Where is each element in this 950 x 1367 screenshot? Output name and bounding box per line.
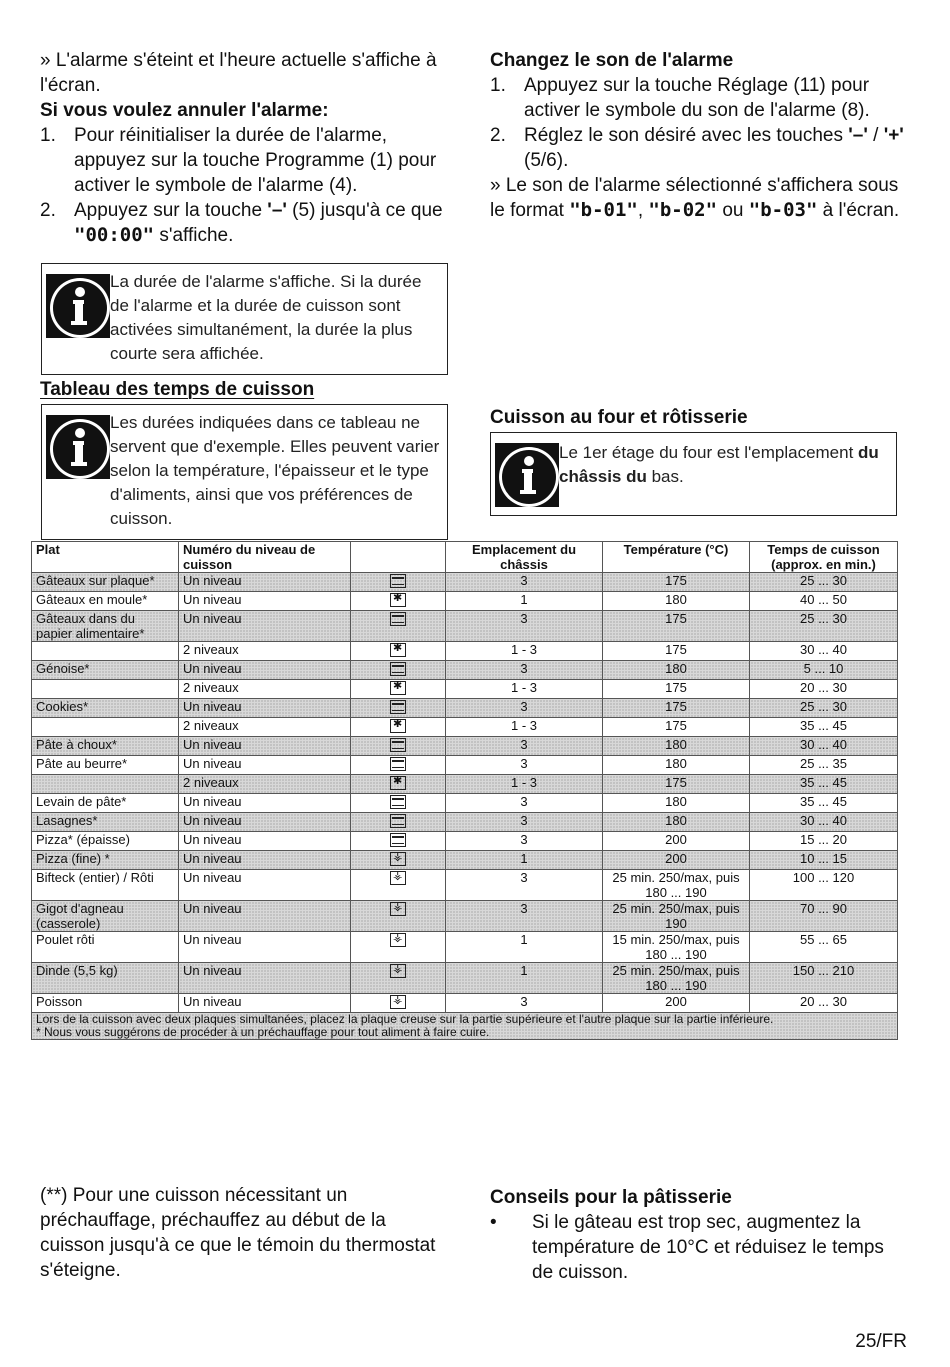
dish-cell [32,680,179,699]
table-row [32,932,898,963]
dish-cell: Gigot d'agneau (casserole) [32,901,179,932]
mode-cell [351,832,446,851]
step-text: Appuyez sur la touche [74,200,268,221]
time-cell: 10 ... 15 [750,851,898,870]
mode-cell [351,737,446,756]
position-cell: 3 [446,611,603,642]
temperature-cell: 175 [603,775,750,794]
table-row [32,661,898,680]
temperature-cell: 180 [603,661,750,680]
table-row [32,832,898,851]
table-row [32,756,898,775]
position-cell: 1 [446,592,603,611]
dish-cell: Levain de pâte* [32,794,179,813]
col-header-temperature: Température (°C) [603,542,750,573]
level-cell: 2 niveaux [179,680,351,699]
mode-cell [351,756,446,775]
table-row [32,901,898,932]
dish-cell: Cookies* [32,699,179,718]
step-text: Réglez le son désiré avec les touches [524,125,849,146]
level-cell: Un niveau [179,932,351,963]
temperature-cell: 200 [603,832,750,851]
fan-heating-icon [390,776,406,790]
cancel-steps-list [40,123,452,248]
position-cell: 3 [446,813,603,832]
level-cell: Un niveau [179,813,351,832]
table-row [32,737,898,756]
dish-cell: Gâteaux en moule* [32,592,179,611]
table-row [32,611,898,642]
level-cell: Un niveau [179,756,351,775]
level-cell: Un niveau [179,592,351,611]
table-row [32,592,898,611]
info-text [559,441,889,489]
info-box-shelf-note [490,432,897,516]
oven-heading: Cuisson au four et rôtisserie [490,407,748,428]
text-run: bas. [646,467,684,486]
grill-icon [390,995,406,1009]
col-header-level: Numéro du niveau de cuisson [179,542,351,573]
position-cell: 1 [446,851,603,870]
temperature-cell: 180 [603,756,750,775]
top-bottom-heating-icon [390,574,406,588]
time-cell: 35 ... 45 [750,775,898,794]
sound-step-1 [490,73,908,123]
fan-heating-icon [390,593,406,607]
table-header-row [32,542,898,573]
position-cell: 3 [446,661,603,680]
info-icon [495,443,559,507]
table-footnotes [32,1013,898,1040]
position-cell: 1 - 3 [446,718,603,737]
table-body [32,573,898,1013]
step-number: 1. [40,125,56,146]
cancel-step-2 [40,198,452,248]
table-row [32,870,898,901]
top-bottom-heating-icon [390,700,406,714]
time-cell: 100 ... 120 [750,870,898,901]
step-text: (5/6). [524,150,569,171]
col-header-position: Emplacement du châssis [446,542,603,573]
alarm-sound-heading: Changez le son de l'alarme [490,50,734,71]
dish-cell: Génoise* [32,661,179,680]
sound-step-2 [490,123,908,173]
fan-heating-icon [390,643,406,657]
level-cell: Un niveau [179,794,351,813]
position-cell: 1 - 3 [446,642,603,661]
time-cell: 20 ... 30 [750,680,898,699]
text-run: » Le son de l'alarme sélectionné s'affichera sous le format [490,175,899,221]
top-bottom-heating-icon [390,662,406,676]
cancel-alarm-heading: Si vous voulez annuler l'alarme: [40,100,329,121]
position-cell: 3 [446,794,603,813]
step-text: (5) jusqu'à ce que [286,200,443,221]
level-cell: Un niveau [179,661,351,680]
table-row [32,680,898,699]
dish-cell: Pâte à choux* [32,737,179,756]
temperature-cell: 175 [603,642,750,661]
level-cell: Un niveau [179,573,351,592]
mode-cell [351,994,446,1013]
table-row [32,813,898,832]
key-label: '–' [848,125,868,146]
time-cell: 25 ... 30 [750,573,898,592]
dish-cell: Poulet rôti [32,932,179,963]
time-cell: 25 ... 30 [750,611,898,642]
table-row [32,794,898,813]
page-number: 25/FR [855,1331,907,1352]
temperature-cell: 180 [603,737,750,756]
temperature-cell: 25 min. 250/max, puis 180 ... 190 [603,870,750,901]
pastry-tip-item [490,1210,904,1285]
mode-cell [351,932,446,963]
time-cell: 55 ... 65 [750,932,898,963]
level-cell: Un niveau [179,737,351,756]
step-text: Appuyez sur la touche Réglage (11) pour activer le symbole du son de l'alarme (8). [524,75,870,121]
step-text: Pour réinitialiser la durée de l'alarme, appuyez sur la touche Programme (1) pour activer le symbole de l'alarme (4). [74,125,437,196]
mode-cell [351,718,446,737]
temperature-cell: 175 [603,573,750,592]
temperature-cell: 175 [603,611,750,642]
mode-cell [351,775,446,794]
time-cell: 30 ... 40 [750,813,898,832]
temperature-cell: 175 [603,680,750,699]
dish-cell: Gâteaux dans du papier alimentaire* [32,611,179,642]
bullet: • [490,1212,497,1233]
key-label: '+' [883,125,904,146]
col-header-mode [351,542,446,573]
display-value: "b-03" [748,199,818,221]
left-column-top [40,48,452,248]
info-icon [46,274,110,338]
time-cell: 30 ... 40 [750,737,898,756]
fan-heating-icon [390,681,406,695]
time-cell: 35 ... 45 [750,718,898,737]
position-cell: 1 [446,932,603,963]
table-row [32,963,898,994]
top-bottom-heating-icon [390,612,406,626]
dish-cell: Pizza (fine) * [32,851,179,870]
position-cell: 3 [446,737,603,756]
text-run: à l'écran. [817,200,900,221]
top-bottom-heating-icon [390,814,406,828]
mode-cell [351,611,446,642]
mode-cell [351,870,446,901]
time-cell: 20 ... 30 [750,994,898,1013]
level-cell: Un niveau [179,901,351,932]
grill-icon [390,933,406,947]
alarm-off-text: » L'alarme s'éteint et l'heure actuelle s'affiche à l'écran. [40,50,437,96]
position-cell: 1 - 3 [446,680,603,699]
temperature-cell: 180 [603,813,750,832]
dish-cell [32,718,179,737]
preheat-note: (**) Pour une cuisson nécessitant un préchauffage, préchauffez au début de la cuisson jusqu'à ce que le témoin du thermostat s'éteigne. [40,1185,436,1281]
temperature-cell: 200 [603,994,750,1013]
table-row [32,573,898,592]
step-text: s'affiche. [154,225,234,246]
mode-cell [351,963,446,994]
footnote-row [32,1013,898,1040]
display-value: "00:00" [74,224,155,246]
mode-cell [351,573,446,592]
mode-cell [351,813,446,832]
level-cell: 2 niveaux [179,718,351,737]
time-cell: 40 ... 50 [750,592,898,611]
position-cell: 3 [446,756,603,775]
sound-format-text [490,173,908,223]
time-cell: 150 ... 210 [750,963,898,994]
time-cell: 15 ... 20 [750,832,898,851]
display-value: "b-01" [569,199,638,221]
temperature-cell: 25 min. 250/max, puis 190 [603,901,750,932]
temperature-cell: 15 min. 250/max, puis 180 ... 190 [603,932,750,963]
table-heading: Tableau des temps de cuisson [40,379,315,400]
sound-steps-list [490,73,908,173]
dish-cell: Bifteck (entier) / Rôti [32,870,179,901]
dish-cell: Lasagnes* [32,813,179,832]
mode-cell [351,699,446,718]
cancel-step-1 [40,123,452,198]
fan-heating-icon [390,719,406,733]
temperature-cell: 175 [603,718,750,737]
step-number: 1. [490,75,506,96]
level-cell: 2 niveaux [179,642,351,661]
text-run: Le 1er étage du four est l'emplacement [559,443,859,462]
time-cell: 70 ... 90 [750,901,898,932]
dish-cell [32,642,179,661]
dish-cell: Poisson [32,994,179,1013]
key-label: '–' [267,200,287,221]
display-value: "b-02" [648,199,718,221]
col-header-dish: Plat [32,542,179,573]
top-bottom-heating-icon [390,833,406,847]
temperature-cell: 25 min. 250/max, puis 180 ... 190 [603,963,750,994]
grill-icon [390,871,406,885]
position-cell: 3 [446,901,603,932]
dish-cell: Gâteaux sur plaque* [32,573,179,592]
table-row [32,699,898,718]
time-cell: 30 ... 40 [750,642,898,661]
table-row [32,642,898,661]
time-cell: 5 ... 10 [750,661,898,680]
mode-cell [351,851,446,870]
table-row [32,718,898,737]
top-bottom-heating-icon [390,795,406,809]
mode-cell [351,680,446,699]
info-box-table-note [41,404,448,540]
position-cell: 3 [446,573,603,592]
step-number: 2. [490,125,506,146]
dish-cell: Dinde (5,5 kg) [32,963,179,994]
temperature-cell: 180 [603,592,750,611]
mode-cell [351,642,446,661]
level-cell: Un niveau [179,994,351,1013]
right-column-top [490,48,908,223]
dish-cell: Pâte au beurre* [32,756,179,775]
text-run-bold: du châssis du [559,443,879,486]
mode-cell [351,901,446,932]
top-bottom-heating-icon [390,738,406,752]
info-icon [46,415,110,479]
position-cell: 1 - 3 [446,775,603,794]
pastry-section [490,1185,904,1285]
temperature-cell: 175 [603,699,750,718]
position-cell: 1 [446,963,603,994]
table-row [32,851,898,870]
time-cell: 35 ... 45 [750,794,898,813]
info-box-alarm-duration [41,263,448,375]
pastry-heading: Conseils pour la pâtisserie [490,1187,732,1208]
dish-cell: Pizza* (épaisse) [32,832,179,851]
pastry-tip-text: Si le gâteau est trop sec, augmentez la température de 10°C et réduisez le temps de cuisson. [532,1212,884,1283]
mode-cell [351,592,446,611]
footnote-two-trays: Lors de la cuisson avec deux plaques simultanées, placez la plaque creuse sur la partie supérieure et l'autre plaque sur la partie inférieure. [36,1012,774,1026]
col-header-time: Temps de cuisson (approx. en min.) [750,542,898,573]
level-cell: Un niveau [179,851,351,870]
text-run: ou [717,200,749,221]
grill-icon [390,902,406,916]
info-text: La durée de l'alarme s'affiche. Si la durée de l'alarme et la durée de cuisson sont activées simultanément, la durée la plus courte sera affichée. [110,272,422,363]
top-bottom-heating-icon [390,757,406,771]
mode-cell [351,661,446,680]
level-cell: Un niveau [179,870,351,901]
level-cell: Un niveau [179,611,351,642]
dish-cell [32,775,179,794]
table-row [32,994,898,1013]
table-row [32,775,898,794]
time-cell: 25 ... 30 [750,699,898,718]
position-cell: 3 [446,699,603,718]
grill-icon [390,964,406,978]
step-number: 2. [40,200,56,221]
level-cell: Un niveau [179,699,351,718]
position-cell: 3 [446,870,603,901]
info-text: Les durées indiquées dans ce tableau ne servent que d'exemple. Elles peuvent varier selon la température, l'épaisseur et le type d'aliments, ainsi que vos préférences de cuisson. [110,413,440,528]
temperature-cell: 200 [603,851,750,870]
mode-cell [351,794,446,813]
time-cell: 25 ... 35 [750,756,898,775]
level-cell: 2 niveaux [179,775,351,794]
grill-icon [390,852,406,866]
text-run: , [637,200,649,221]
position-cell: 3 [446,832,603,851]
level-cell: Un niveau [179,963,351,994]
level-cell: Un niveau [179,832,351,851]
footnote-preheat: * Nous vous suggérons de procéder à un préchauffage pour tout aliment à faire cuire. [36,1025,490,1039]
temperature-cell: 180 [603,794,750,813]
cooking-times-table [31,541,898,1040]
position-cell: 3 [446,994,603,1013]
step-text: / [867,125,884,146]
